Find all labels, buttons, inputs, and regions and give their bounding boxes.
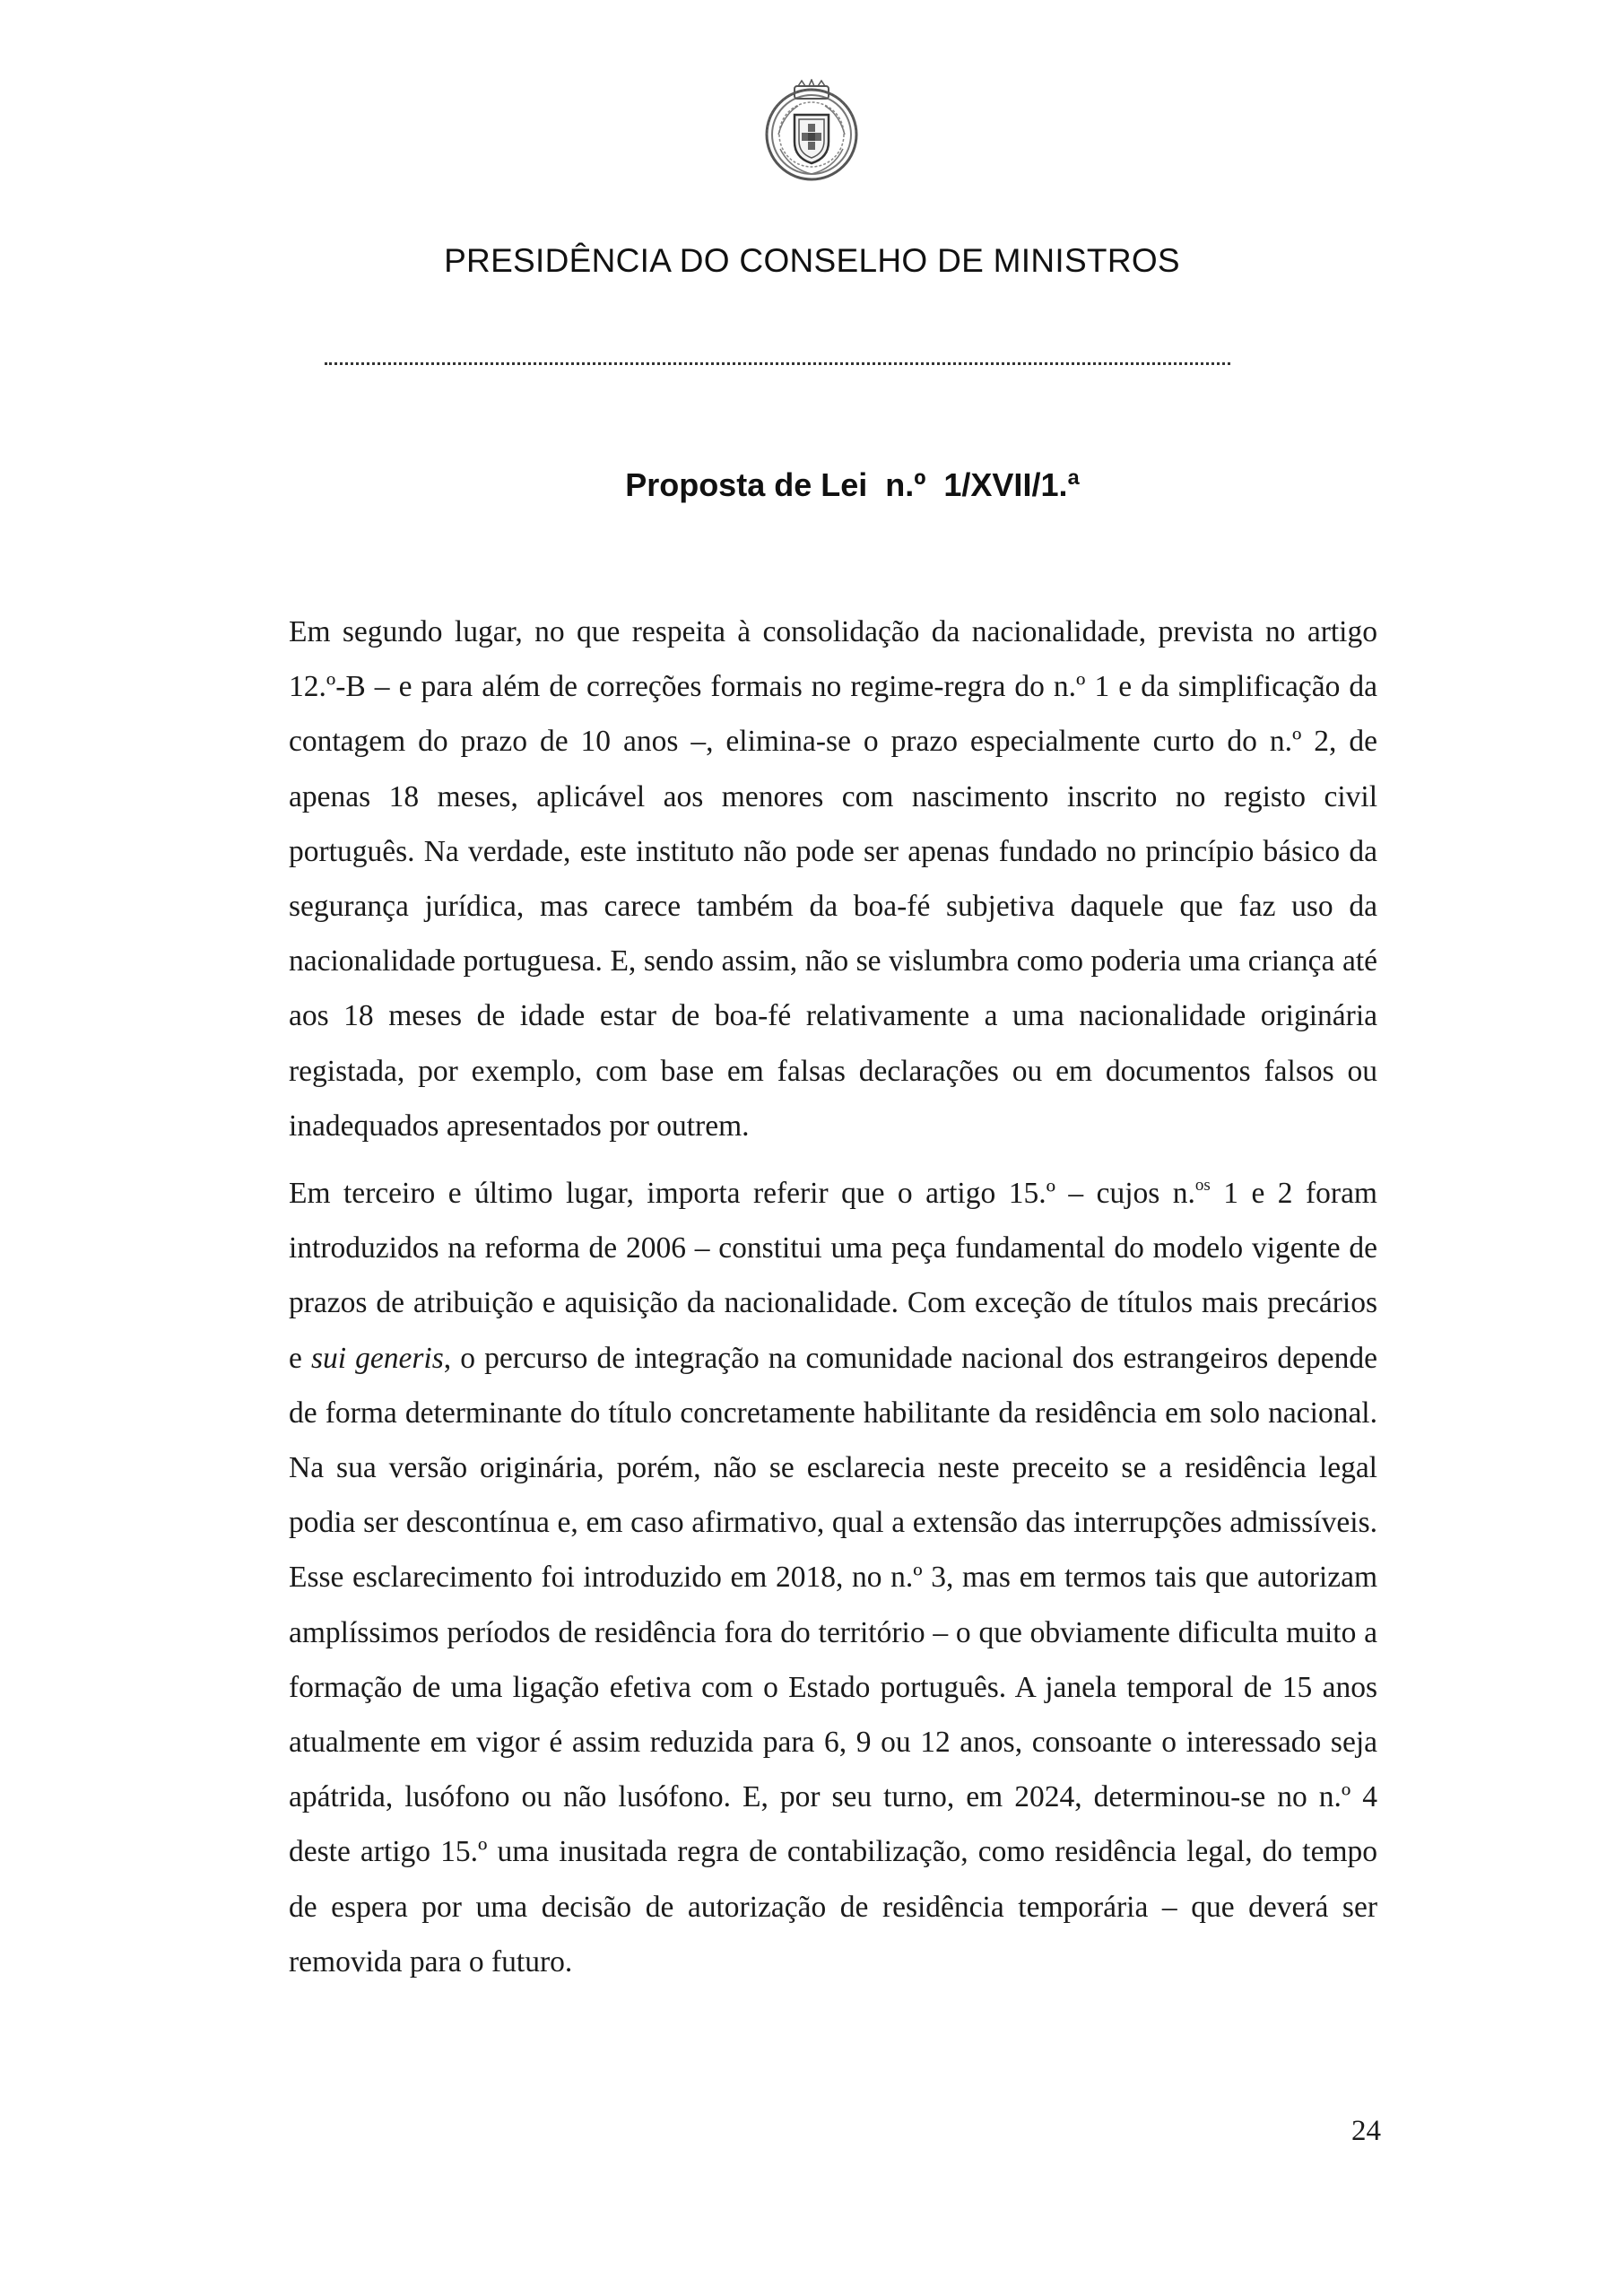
paragraph-text: Em terceiro e último lugar, importa referir que o artigo 15.º – cujos n.: [289, 1177, 1195, 1211]
portuguese-coat-of-arms-icon: [759, 79, 864, 185]
body-text: [289, 604, 1377, 1989]
page-number: 24: [1351, 2115, 1381, 2147]
paragraph-consolidation: Em segundo lugar, no que respeita à consolidação da nacionalidade, prevista no artigo 12.º-B – e para além de correções formais no regime-regra do n.º 1 e da simplificação da contagem do prazo de 10 anos –, elimina-se o prazo especialmente curto do n.º 2, de apenas 18 meses, aplicável aos menores com nascimento inscrito no registo civil português. Na verdade, este instituto não pode ser apenas fundado no princípio básico da segurança jurídica, mas carece também da boa-fé subjetiva daquele que faz uso da nacionalidade portuguesa. E, sendo assim, não se vislumbra como poderia uma criança até aos 18 meses de idade estar de boa-fé relativamente a uma nacionalidade originária registada, por exemplo, com base em falsas declarações ou em documentos falsos ou inadequados apresentados por outrem.: [289, 615, 1377, 1143]
superscript-text: os: [1194, 1176, 1211, 1196]
dotted-separator: [325, 362, 1230, 365]
paragraph-text: 1 e 2 foram introduzidos na reforma de 2006 – constitui uma peça fundamental do modelo vigente de prazos de atribuição e aquisição da nacionalidade. Com exceção de títulos mais precários e: [289, 1177, 1377, 1375]
ministry-heading: PRESIDÊNCIA DO CONSELHO DE MINISTROS: [444, 242, 1180, 279]
paragraph-text: , o percurso de integração na comunidade nacional dos estrangeiros depende de forma determinante do título concretamente habilitante da residência em solo nacional. Na sua versão originária, porém, não se esclarecia neste preceito se a residência legal podia ser descontínua e, em caso afirmativo, qual a extensão das interrupções admissíveis. Esse esclarecimento foi introduzido em 2018, no n.º 3, mas em termos tais que autorizam amplíssimos períodos de residência fora do território – o que obviamente dificulta muito a formação de uma ligação efetiva com o Estado português. A janela temporal de 15 anos atualmente em vigor é assim reduzida para 6, 9 ou 12 anos, consoante o interessado seja apátrida, lusófono ou não lusófono. E, por seu turno, em 2024, determinou-se no n.º 4 deste artigo 15.º uma inusitada regra de contabilização, como residência legal, do tempo de espera por uma decisão de autorização de residência temporária – que deverá ser removida para o futuro.: [289, 1341, 1378, 1979]
italic-term: sui generis: [310, 1341, 444, 1375]
document-title: [0, 466, 1624, 504]
document-title-text: Proposta de Lei n.º 1/XVII/1.ª: [625, 466, 1080, 503]
paragraph-article-15: [289, 1166, 1377, 1989]
